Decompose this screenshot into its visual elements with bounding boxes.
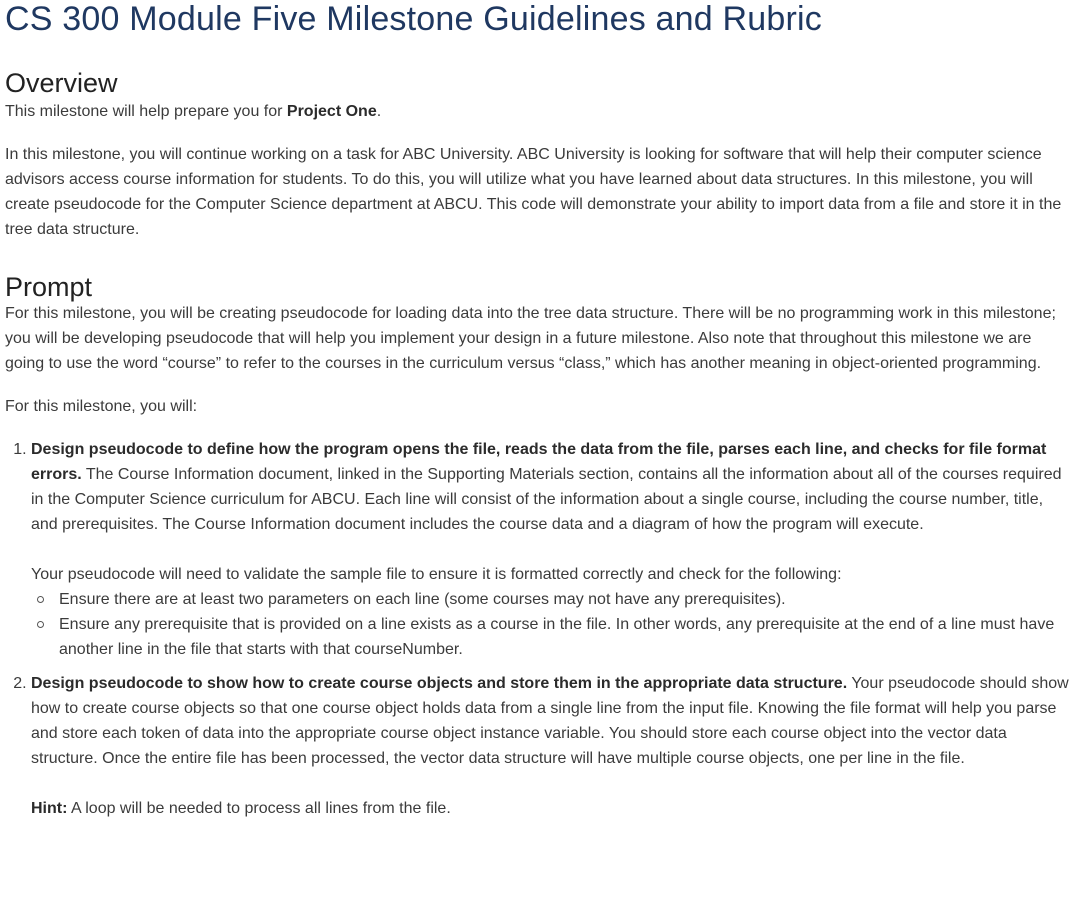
- task-2-bold: Design pseudocode to show how to create course objects and store them in the appropriate data structure.: [31, 675, 848, 692]
- check-item-1: [31, 587, 1070, 612]
- task-1-text: The Course Information document, linked in the Supporting Materials section, contains all the information about all of the courses required in the Computer Science curriculum for ABCU. Each line will consist of the information about a single course, including the course number, title, and prerequisites. The Course Information document includes the course data and a diagram of how the program will execute.: [31, 466, 1062, 533]
- prompt-heading: Prompt: [5, 272, 93, 302]
- overview-heading: Overview: [5, 68, 118, 98]
- overview-intro-suffix: .: [376, 103, 382, 120]
- overview-paragraph: In this milestone, you will continue working on a task for ABC University. ABC University is looking for software that will help their computer science advisors access course information for students. To do this, you will utilize what you have learned about data structures. In this milestone, you will create pseudocode for the Computer Science department at ABCU. This code will demonstrate your ability to import data from a file and store it in the tree data structure.: [5, 146, 1062, 238]
- overview-intro: [5, 99, 1070, 124]
- check-1-text: Ensure there are at least two parameters on each line (some courses may not have any prerequisites).: [59, 591, 786, 608]
- check-2-text: Ensure any prerequisite that is provided on a line exists as a course in the file. In other words, any prerequisite at the end of a line must have another line in the file that starts with that courseNumber.: [59, 616, 1055, 658]
- circle-bullet-icon: [37, 596, 44, 603]
- document-page: [5, 0, 1070, 821]
- prompt-paragraph: For this milestone, you will be creating pseudocode for loading data into the tree data structure. There will be no programming work in this milestone; you will be developing pseudocode that will help you implement your design in a future milestone. Also note that throughout this milestone we are going to use the word “course” to refer to the courses in the curriculum versus “class,” which has another meaning in object-oriented programming.: [5, 305, 1056, 372]
- check-list: [31, 587, 1070, 662]
- task-1-validate-lead: Your pseudocode will need to validate the sample file to ensure it is formatted correctly and check for the following:: [31, 566, 842, 583]
- circle-bullet-icon: [37, 621, 44, 628]
- hint-text: A loop will be needed to process all lines from the file.: [67, 800, 451, 817]
- task-list: [5, 437, 1070, 821]
- task-2-hint: [31, 796, 1070, 821]
- overview-intro-bold: Project One: [286, 103, 377, 120]
- overview-intro-prefix: This milestone will help prepare you for: [5, 103, 287, 120]
- task-1-bold: Design pseudocode to define how the program opens the file, reads the data from the file, parses each line, and checks for file format errors.: [31, 441, 1047, 483]
- document-title: CS 300 Module Five Milestone Guidelines and Rubric: [5, 0, 822, 38]
- task-item-2: [31, 671, 1070, 821]
- task-item-1: [31, 437, 1070, 662]
- task-2-text: Your pseudocode should show how to create course objects so that one course object holds data from a single line from the input file. Knowing the file format will help you parse and store each token of data into the appropriate course object instance variable. You should store each course object into the vector data structure. Once the entire file has been processed, the vector data structure will have multiple course objects, one per line in the file.: [31, 675, 1069, 767]
- prompt-lead: For this milestone, you will:: [5, 398, 198, 415]
- check-item-2: [31, 612, 1070, 662]
- hint-label: Hint:: [31, 800, 68, 817]
